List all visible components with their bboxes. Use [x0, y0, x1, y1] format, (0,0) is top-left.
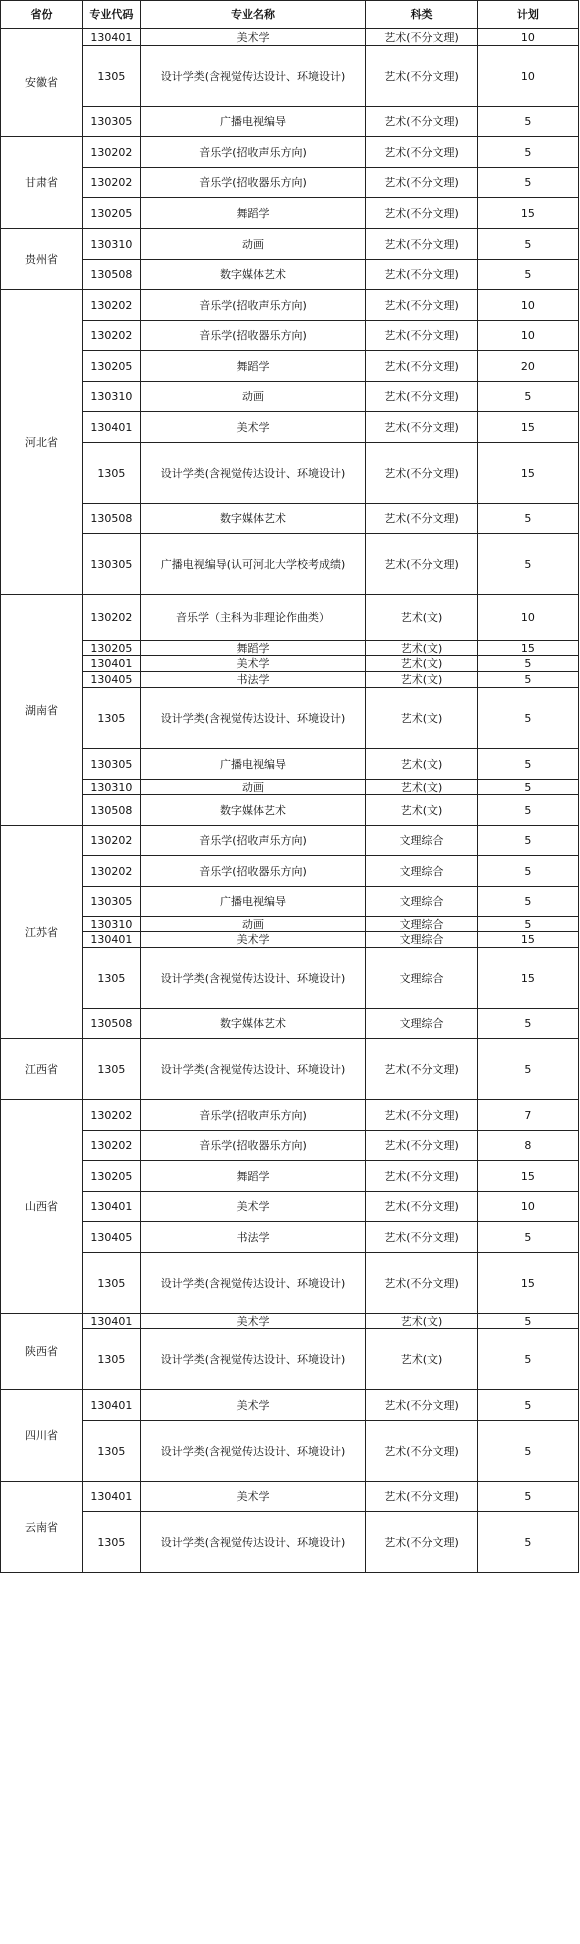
category-cell: 艺术(文): [366, 688, 477, 749]
category-cell: 艺术(不分文理): [366, 260, 477, 290]
major-cell: 音乐学(招收器乐方向): [140, 1131, 366, 1161]
major-cell: 动画: [140, 229, 366, 260]
code-cell: 130508: [82, 1009, 140, 1039]
major-cell: 广播电视编导: [140, 107, 366, 137]
province-cell: 安徽省: [1, 29, 83, 137]
plan-cell: 5: [477, 917, 578, 932]
major-cell: 舞蹈学: [140, 351, 366, 382]
plan-cell: 5: [477, 749, 578, 780]
major-cell: 书法学: [140, 672, 366, 688]
table-row: [1, 1390, 579, 1421]
code-cell: 1305: [82, 1512, 140, 1573]
table-row: [1, 887, 579, 917]
category-cell: 艺术(不分文理): [366, 1131, 477, 1161]
table-row: [1, 46, 579, 107]
category-cell: 文理综合: [366, 917, 477, 932]
plan-cell: 5: [477, 795, 578, 826]
code-cell: 130305: [82, 749, 140, 780]
major-cell: 设计学类(含视觉传达设计、环境设计): [140, 688, 366, 749]
table-header: [1, 1, 579, 29]
header-province: 省份: [1, 1, 83, 29]
major-cell: 美术学: [140, 29, 366, 46]
table-row: [1, 1161, 579, 1192]
major-cell: 动画: [140, 917, 366, 932]
code-cell: 130202: [82, 826, 140, 856]
table-row: [1, 198, 579, 229]
code-cell: 130401: [82, 1482, 140, 1512]
major-cell: 设计学类(含视觉传达设计、环境设计): [140, 443, 366, 504]
plan-cell: 5: [477, 826, 578, 856]
code-cell: 130310: [82, 780, 140, 795]
table-row: [1, 826, 579, 856]
major-cell: 动画: [140, 780, 366, 795]
plan-cell: 5: [477, 1421, 578, 1482]
table-row: [1, 1009, 579, 1039]
category-cell: 艺术(文): [366, 656, 477, 672]
category-cell: 艺术(不分文理): [366, 46, 477, 107]
code-cell: 1305: [82, 1253, 140, 1314]
header-major: 专业名称: [140, 1, 366, 29]
major-cell: 数字媒体艺术: [140, 1009, 366, 1039]
province-cell: 贵州省: [1, 229, 83, 290]
plan-cell: 10: [477, 321, 578, 351]
table-row: [1, 749, 579, 780]
code-cell: 130508: [82, 504, 140, 534]
plan-cell: 5: [477, 780, 578, 795]
major-cell: 音乐学(招收声乐方向): [140, 290, 366, 321]
code-cell: 130202: [82, 1131, 140, 1161]
table-row: [1, 137, 579, 168]
code-cell: 1305: [82, 1421, 140, 1482]
table-row: [1, 672, 579, 688]
province-cell: 湖南省: [1, 595, 83, 826]
code-cell: 1305: [82, 443, 140, 504]
major-cell: 音乐学(招收声乐方向): [140, 826, 366, 856]
table-row: [1, 917, 579, 932]
code-cell: 130205: [82, 198, 140, 229]
plan-cell: 5: [477, 1222, 578, 1253]
table-row: [1, 290, 579, 321]
plan-cell: 15: [477, 1253, 578, 1314]
plan-cell: 10: [477, 290, 578, 321]
category-cell: 艺术(不分文理): [366, 1253, 477, 1314]
plan-cell: 5: [477, 1329, 578, 1390]
major-cell: 广播电视编导(认可河北大学校考成绩): [140, 534, 366, 595]
code-cell: 130305: [82, 107, 140, 137]
major-cell: 美术学: [140, 1314, 366, 1329]
code-cell: 130401: [82, 1192, 140, 1222]
province-cell: 云南省: [1, 1482, 83, 1573]
plan-cell: 5: [477, 260, 578, 290]
category-cell: 艺术(不分文理): [366, 321, 477, 351]
major-cell: 舞蹈学: [140, 198, 366, 229]
code-cell: 130401: [82, 656, 140, 672]
province-cell: 山西省: [1, 1100, 83, 1314]
major-cell: 设计学类(含视觉传达设计、环境设计): [140, 1421, 366, 1482]
plan-cell: 5: [477, 1512, 578, 1573]
table-row: [1, 688, 579, 749]
plan-cell: 10: [477, 1192, 578, 1222]
category-cell: 艺术(不分文理): [366, 168, 477, 198]
plan-cell: 5: [477, 1314, 578, 1329]
plan-cell: 5: [477, 1009, 578, 1039]
major-cell: 美术学: [140, 932, 366, 948]
major-cell: 广播电视编导: [140, 887, 366, 917]
table-row: [1, 656, 579, 672]
plan-cell: 15: [477, 932, 578, 948]
plan-cell: 10: [477, 46, 578, 107]
plan-cell: 15: [477, 641, 578, 656]
plan-cell: 5: [477, 1482, 578, 1512]
table-row: [1, 1131, 579, 1161]
code-cell: 130401: [82, 1314, 140, 1329]
code-cell: 130310: [82, 382, 140, 412]
category-cell: 文理综合: [366, 887, 477, 917]
province-cell: 甘肃省: [1, 137, 83, 229]
category-cell: 艺术(不分文理): [366, 137, 477, 168]
code-cell: 130202: [82, 856, 140, 887]
plan-cell: 15: [477, 198, 578, 229]
code-cell: 130401: [82, 412, 140, 443]
category-cell: 艺术(不分文理): [366, 534, 477, 595]
category-cell: 艺术(文): [366, 780, 477, 795]
major-cell: 美术学: [140, 656, 366, 672]
plan-cell: 15: [477, 948, 578, 1009]
table-row: [1, 260, 579, 290]
category-cell: 艺术(文): [366, 749, 477, 780]
plan-cell: 5: [477, 688, 578, 749]
table-row: [1, 412, 579, 443]
major-cell: 设计学类(含视觉传达设计、环境设计): [140, 1329, 366, 1390]
province-cell: 河北省: [1, 290, 83, 595]
code-cell: 130202: [82, 595, 140, 641]
category-cell: 艺术(不分文理): [366, 504, 477, 534]
category-cell: 文理综合: [366, 856, 477, 887]
code-cell: 130202: [82, 290, 140, 321]
category-cell: 艺术(不分文理): [366, 229, 477, 260]
code-cell: 130401: [82, 29, 140, 46]
plan-cell: 5: [477, 1390, 578, 1421]
table-row: [1, 932, 579, 948]
code-cell: 130405: [82, 672, 140, 688]
plan-cell: 7: [477, 1100, 578, 1131]
table-row: [1, 1253, 579, 1314]
category-cell: 文理综合: [366, 932, 477, 948]
plan-cell: 5: [477, 656, 578, 672]
category-cell: 艺术(不分文理): [366, 1161, 477, 1192]
code-cell: 130310: [82, 917, 140, 932]
table-row: [1, 641, 579, 656]
major-cell: 设计学类(含视觉传达设计、环境设计): [140, 948, 366, 1009]
category-cell: 艺术(文): [366, 595, 477, 641]
major-cell: 美术学: [140, 1192, 366, 1222]
category-cell: 艺术(不分文理): [366, 290, 477, 321]
plan-cell: 15: [477, 1161, 578, 1192]
major-cell: 设计学类(含视觉传达设计、环境设计): [140, 1253, 366, 1314]
province-cell: 江苏省: [1, 826, 83, 1039]
category-cell: 艺术(不分文理): [366, 1421, 477, 1482]
header-category: 科类: [366, 1, 477, 29]
category-cell: 艺术(不分文理): [366, 412, 477, 443]
table-row: [1, 1039, 579, 1100]
table-row: [1, 1314, 579, 1329]
category-cell: 文理综合: [366, 826, 477, 856]
major-cell: 美术学: [140, 1482, 366, 1512]
category-cell: 艺术(不分文理): [366, 1039, 477, 1100]
code-cell: 130205: [82, 351, 140, 382]
major-cell: 美术学: [140, 412, 366, 443]
province-cell: 陕西省: [1, 1314, 83, 1390]
table-body: [1, 29, 579, 1573]
table-row: [1, 504, 579, 534]
category-cell: 艺术(不分文理): [366, 382, 477, 412]
table-row: [1, 1329, 579, 1390]
major-cell: 设计学类(含视觉传达设计、环境设计): [140, 46, 366, 107]
table-row: [1, 443, 579, 504]
table-row: [1, 168, 579, 198]
plan-cell: 5: [477, 672, 578, 688]
code-cell: 130401: [82, 1390, 140, 1421]
table-row: [1, 382, 579, 412]
code-cell: 130202: [82, 137, 140, 168]
category-cell: 艺术(文): [366, 1329, 477, 1390]
major-cell: 舞蹈学: [140, 1161, 366, 1192]
code-cell: 130202: [82, 168, 140, 198]
major-cell: 音乐学(招收器乐方向): [140, 321, 366, 351]
major-cell: 数字媒体艺术: [140, 260, 366, 290]
code-cell: 130202: [82, 321, 140, 351]
major-cell: 美术学: [140, 1390, 366, 1421]
major-cell: 设计学类(含视觉传达设计、环境设计): [140, 1512, 366, 1573]
code-cell: 1305: [82, 948, 140, 1009]
plan-cell: 5: [477, 229, 578, 260]
table-row: [1, 780, 579, 795]
category-cell: 艺术(不分文理): [366, 1482, 477, 1512]
header-code: 专业代码: [82, 1, 140, 29]
major-cell: 舞蹈学: [140, 641, 366, 656]
table-row: [1, 1482, 579, 1512]
major-cell: 数字媒体艺术: [140, 504, 366, 534]
code-cell: 1305: [82, 1329, 140, 1390]
code-cell: 130310: [82, 229, 140, 260]
major-cell: 广播电视编导: [140, 749, 366, 780]
category-cell: 艺术(不分文理): [366, 29, 477, 46]
plan-cell: 15: [477, 412, 578, 443]
table-row: [1, 29, 579, 46]
category-cell: 艺术(文): [366, 641, 477, 656]
category-cell: 艺术(不分文理): [366, 107, 477, 137]
code-cell: 130202: [82, 1100, 140, 1131]
category-cell: 艺术(不分文理): [366, 1222, 477, 1253]
header-plan: 计划: [477, 1, 578, 29]
category-cell: 艺术(文): [366, 672, 477, 688]
code-cell: 1305: [82, 1039, 140, 1100]
plan-cell: 5: [477, 107, 578, 137]
major-cell: 动画: [140, 382, 366, 412]
plan-cell: 8: [477, 1131, 578, 1161]
category-cell: 艺术(不分文理): [366, 1390, 477, 1421]
plan-cell: 15: [477, 443, 578, 504]
table-row: [1, 1222, 579, 1253]
plan-cell: 5: [477, 137, 578, 168]
category-cell: 艺术(不分文理): [366, 443, 477, 504]
major-cell: 音乐学(招收器乐方向): [140, 168, 366, 198]
category-cell: 艺术(文): [366, 1314, 477, 1329]
plan-cell: 5: [477, 504, 578, 534]
code-cell: 130205: [82, 1161, 140, 1192]
table-row: [1, 229, 579, 260]
major-cell: 音乐学(招收声乐方向): [140, 1100, 366, 1131]
table-row: [1, 856, 579, 887]
code-cell: 130401: [82, 932, 140, 948]
major-cell: 书法学: [140, 1222, 366, 1253]
major-cell: 数字媒体艺术: [140, 795, 366, 826]
table-row: [1, 321, 579, 351]
header-row: [1, 1, 579, 29]
table-row: [1, 107, 579, 137]
table-row: [1, 595, 579, 641]
province-cell: 四川省: [1, 1390, 83, 1482]
major-cell: 音乐学（主科为非理论作曲类）: [140, 595, 366, 641]
table-row: [1, 534, 579, 595]
table-row: [1, 795, 579, 826]
category-cell: 艺术(不分文理): [366, 1512, 477, 1573]
code-cell: 130508: [82, 260, 140, 290]
code-cell: 130305: [82, 887, 140, 917]
code-cell: 130508: [82, 795, 140, 826]
category-cell: 文理综合: [366, 1009, 477, 1039]
category-cell: 艺术(不分文理): [366, 198, 477, 229]
table-row: [1, 948, 579, 1009]
code-cell: 1305: [82, 46, 140, 107]
table-row: [1, 1100, 579, 1131]
plan-cell: 5: [477, 534, 578, 595]
major-cell: 音乐学(招收器乐方向): [140, 856, 366, 887]
major-cell: 音乐学(招收声乐方向): [140, 137, 366, 168]
plan-cell: 5: [477, 887, 578, 917]
table-row: [1, 351, 579, 382]
category-cell: 文理综合: [366, 948, 477, 1009]
table-row: [1, 1421, 579, 1482]
code-cell: 130205: [82, 641, 140, 656]
plan-cell: 10: [477, 29, 578, 46]
category-cell: 艺术(不分文理): [366, 351, 477, 382]
plan-cell: 5: [477, 382, 578, 412]
category-cell: 艺术(文): [366, 795, 477, 826]
province-cell: 江西省: [1, 1039, 83, 1100]
major-cell: 设计学类(含视觉传达设计、环境设计): [140, 1039, 366, 1100]
table-row: [1, 1192, 579, 1222]
plan-cell: 10: [477, 595, 578, 641]
plan-cell: 20: [477, 351, 578, 382]
table-row: [1, 1512, 579, 1573]
category-cell: 艺术(不分文理): [366, 1100, 477, 1131]
plan-cell: 5: [477, 856, 578, 887]
category-cell: 艺术(不分文理): [366, 1192, 477, 1222]
code-cell: 130305: [82, 534, 140, 595]
plan-cell: 5: [477, 168, 578, 198]
plan-cell: 5: [477, 1039, 578, 1100]
code-cell: 130405: [82, 1222, 140, 1253]
code-cell: 1305: [82, 688, 140, 749]
